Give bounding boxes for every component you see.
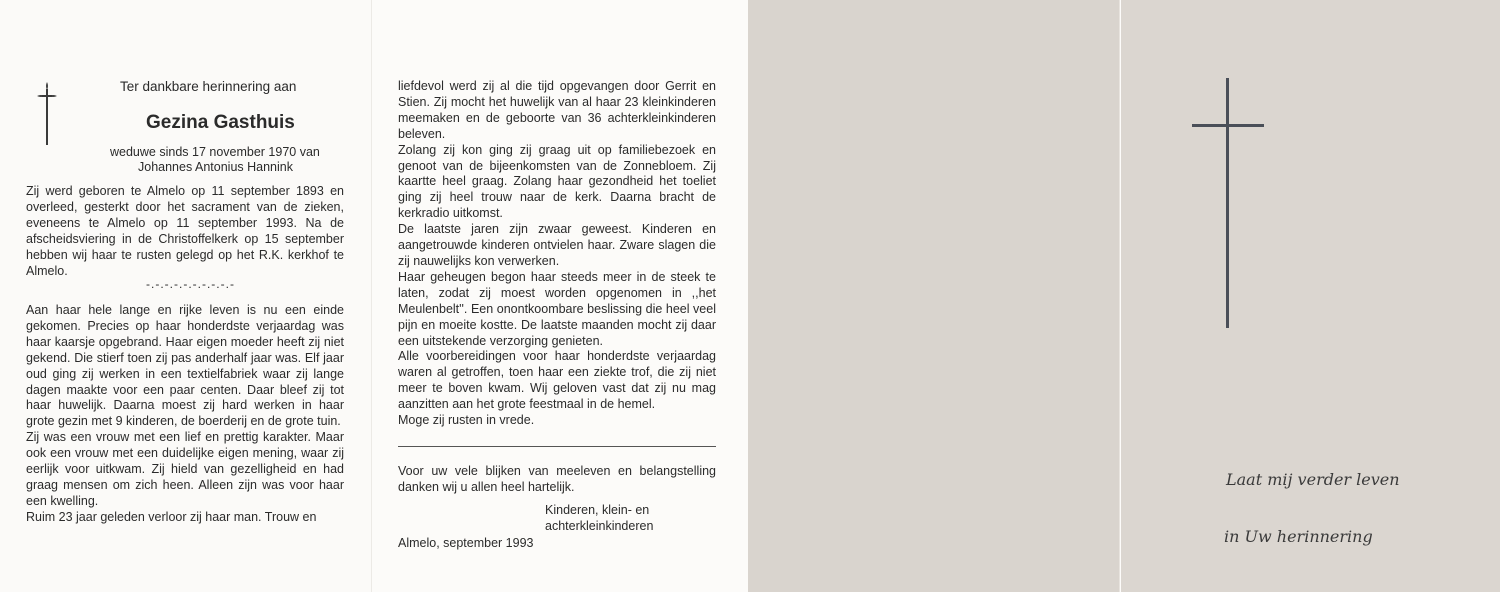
paragraph: Haar geheugen begon haar steeds meer in de steek te laten, zodat zij moest worden opgenomen in ,,het Meulenbelt''. Een onontkoombare beslissing die heel veel pijn en moeite kostte. De laatste maanden mocht zij daar een uitstekende verzorging genieten. <box>398 269 716 348</box>
paragraph: Zolang zij kon ging zij graag uit op familiebezoek en genoot van de bijeenkomsten van de Zonnebloem. Zij kaartte heel graag. Zolang haar gezondheid het toeliet ging zij heel trouw naar de kerk. Daarna bracht de kerkradio uitkomst. <box>398 142 716 221</box>
divider <box>398 446 716 447</box>
motto-line-2: in Uw herinnering <box>1224 527 1373 546</box>
intro-line: Ter dankbare herinnering aan <box>120 79 297 94</box>
signature-line-1: Kinderen, klein- en <box>545 503 650 517</box>
panel-cover <box>1121 0 1500 592</box>
life-story-left <box>26 303 344 526</box>
paragraph: Aan haar hele lange en rijke leven is nu een einde gekomen. Precies op haar honderdste verjaardag was haar kaarsje opgebrand. Haar eigen moeder heeft zij niet gekend. Die stierf toen zij pas anderhalf jaar was. Elf jaar oud ging zij werken in een textielfabriek waar zij lange dagen maakte voor een paar centen. Daar bleef zij tot haar huwelijk. Daarna moest zij hard werken in haar grote gezin met 9 kinderen, de boerderij en de grote tuin. <box>26 303 344 429</box>
motto-line-1: Laat mij verder leven <box>1226 470 1400 489</box>
deceased-name: Gezina Gasthuis <box>146 112 295 133</box>
large-cross-icon <box>1192 78 1266 328</box>
signature-line-2: achterkleinkinderen <box>545 519 654 533</box>
thanks-text: Voor uw vele blijken van meeleven en belangstelling danken wij u allen heel hartelijk. <box>398 464 716 494</box>
separator: -.-.-.-.-.-.-.-.-.- <box>146 277 235 291</box>
birth-death-paragraph: Zij werd geboren te Almelo op 11 september 1893 en overleed, gesterkt door het sacrament van de zieken, eveneens te Almelo op 11 september 1993. Na de afscheidsviering in de Christoffelkerk op 15 september hebben wij haar te rusten gelegd op het R.K. kerkhof te Almelo. <box>26 184 344 278</box>
paragraph: Alle voorbereidingen voor haar honderdste verjaardag waren al getroffen, toen haar een ziekte trof, die zij niet meer te boven kwam. Wij geloven vast dat zij nu mag aanzitten aan het grote feestmaal in de hemel. <box>398 349 716 412</box>
paragraph: Ruim 23 jaar geleden verloor zij haar man. Trouw en <box>26 509 317 524</box>
paragraph: Zij was een vrouw met een lief en prettig karakter. Maar ook een vrouw met een duidelijke eigen mening, waar zij eerlijk voor uitkwam. Zij hield van gezelligheid en had graag mensen om zich heen. Alleen zijn was voor haar een kwelling. <box>26 430 344 508</box>
life-story-middle <box>398 79 716 429</box>
cross-icon <box>36 80 58 146</box>
panel-back <box>748 0 1120 592</box>
widow-line-1: weduwe sinds 17 november 1970 van <box>110 145 320 159</box>
paragraph: Moge zij rusten in vrede. <box>398 413 535 428</box>
place-date: Almelo, september 1993 <box>398 536 534 550</box>
paragraph: liefdevol werd zij al die tijd opgevangen door Gerrit en Stien. Zij mocht het huwelijk van al haar 23 kleinkinderen meemaken en de geboorte van 36 achterkleinkinderen beleven. <box>398 79 716 141</box>
widow-line-2: Johannes Antonius Hannink <box>138 160 293 174</box>
paragraph: De laatste jaren zijn zwaar geweest. Kinderen en aangetrouwde kinderen ontvielen haar. Zware slagen die zij nauwelijks kon verwerken. <box>398 222 716 268</box>
